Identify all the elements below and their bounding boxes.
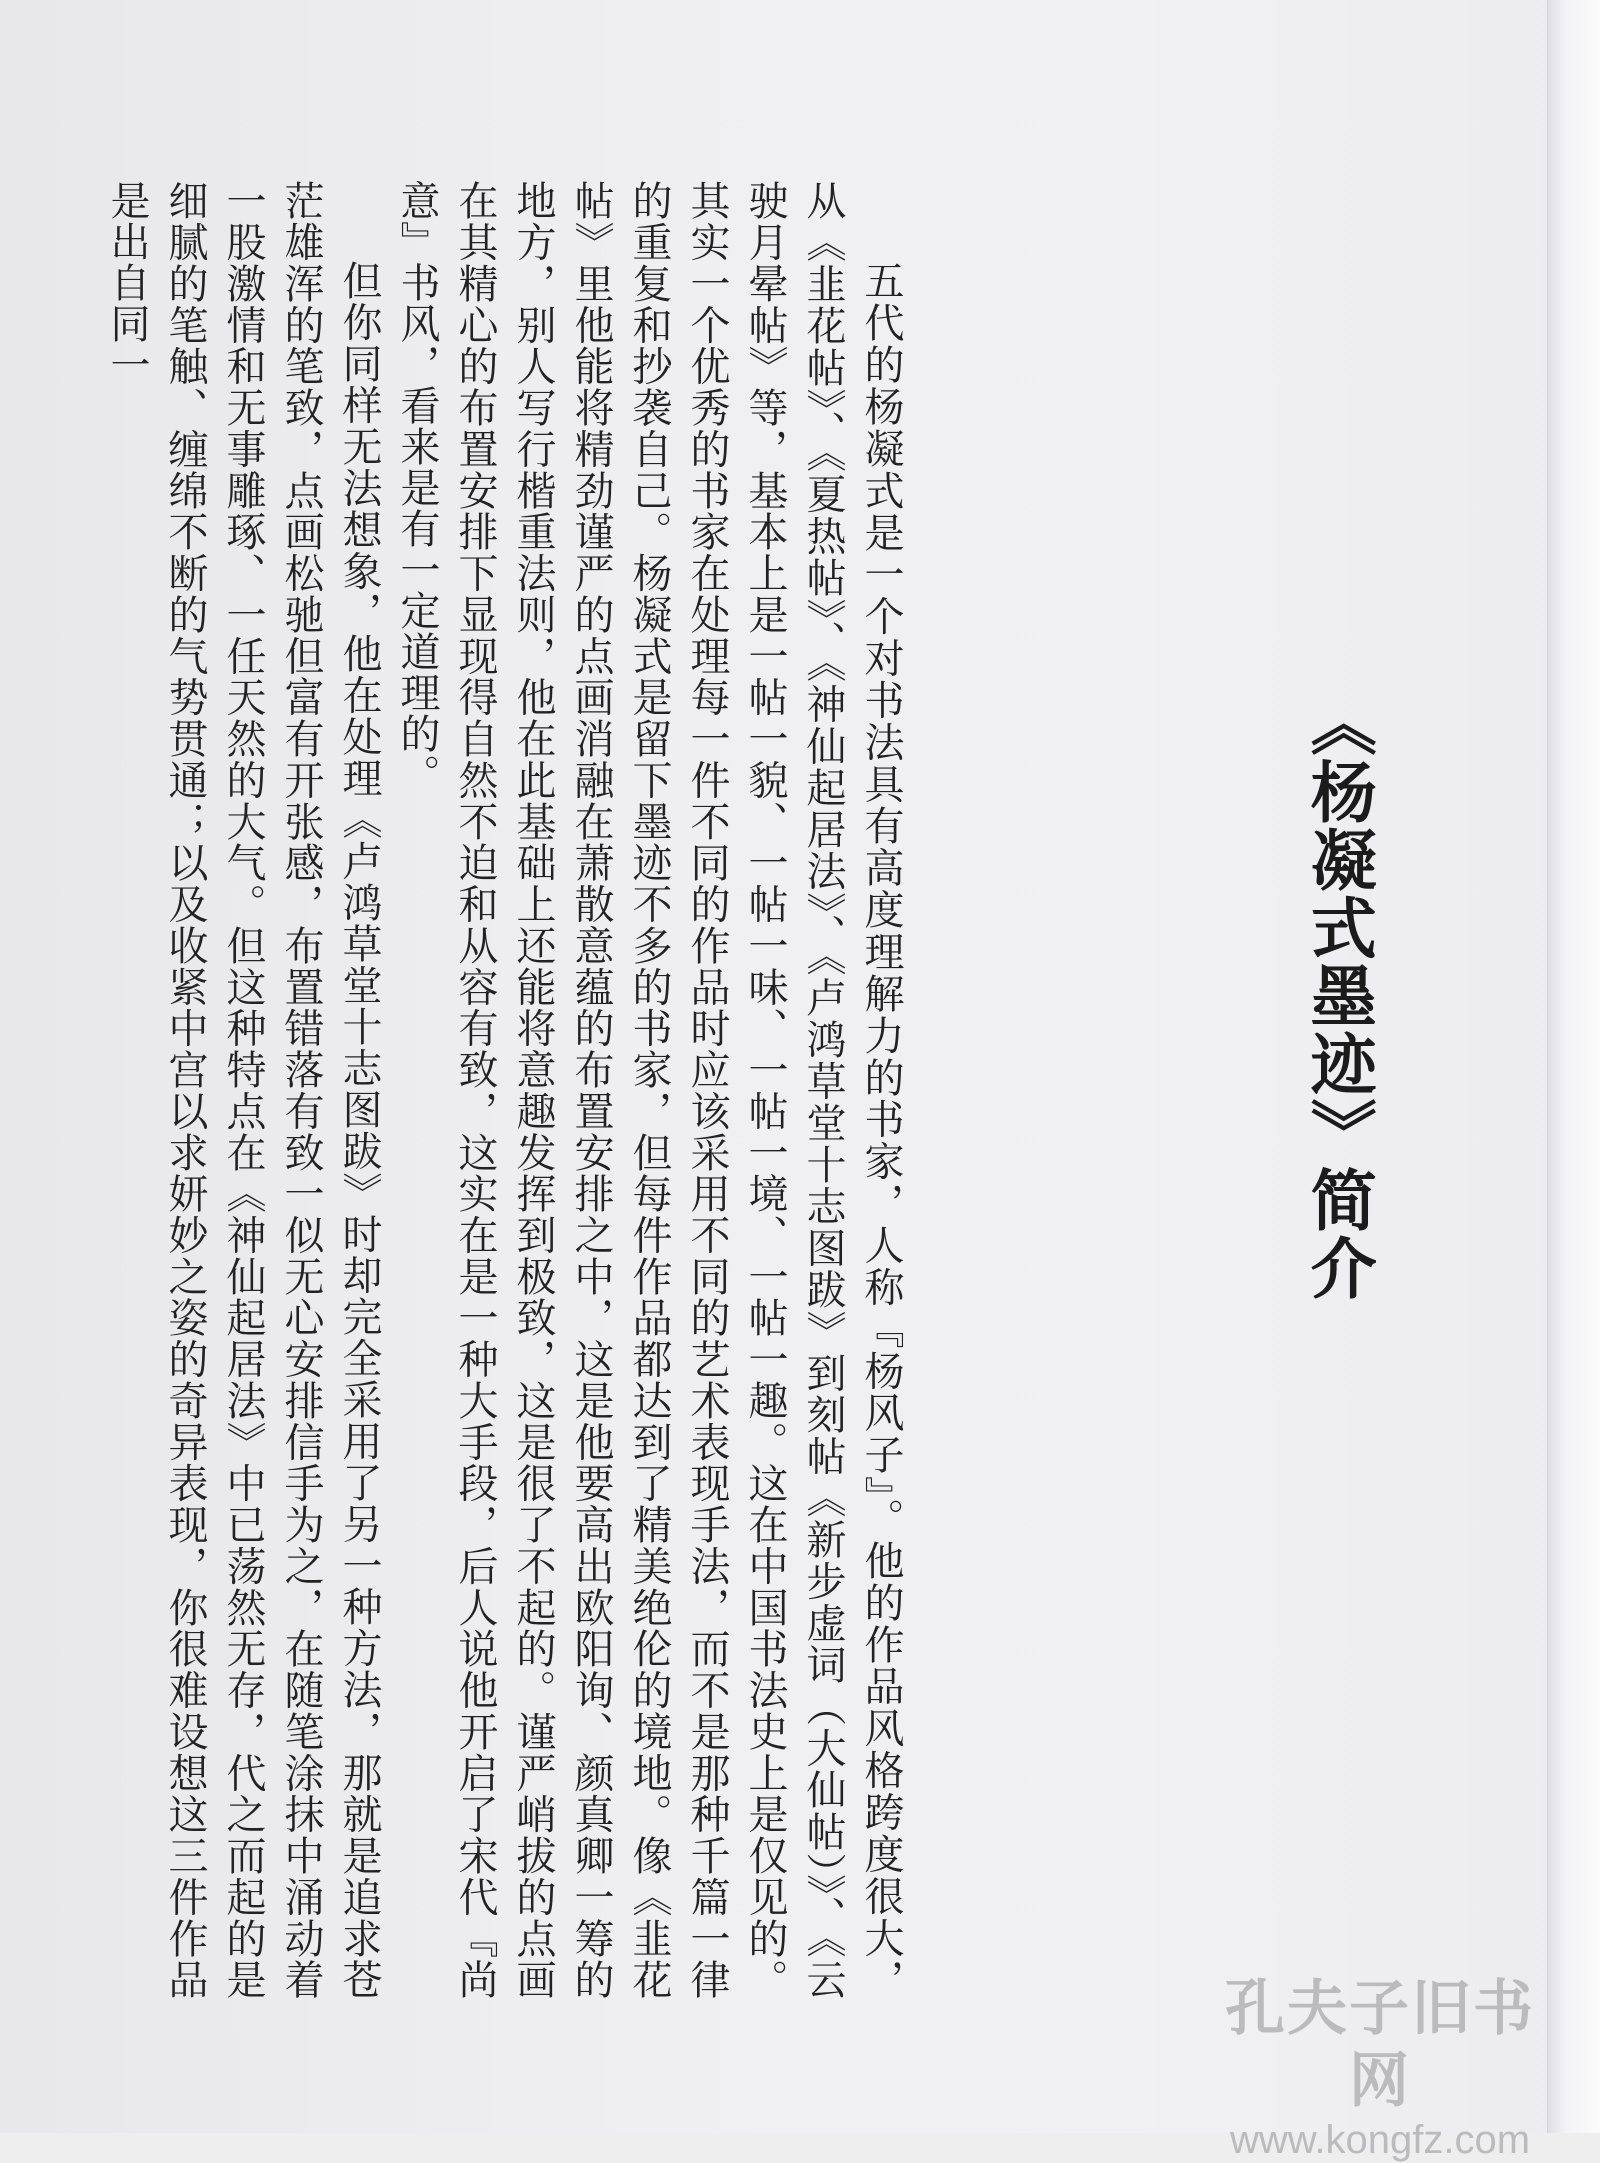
paragraph-1: 五代的杨凝式是一个对书法具有高度理解力的书家，人称『杨风子』。他的作品风格跨度很大，从《韭花帖》、《夏热帖》、《神仙起居法》、《卢鸿草堂十志图跋》到刻帖《新步虚词（大仙帖）》、《云驶月晕帖》等，基本上是一帖一貌、一帖一味、一帖一境、一帖一趣。这在中国书法史上是仅见的。其实一个优秀的书家在处理每一件不同的作品时应该采用不同的艺术表现手法，而不是那种千篇一律的重复和抄袭自己。杨凝式是留下墨迹不多的书家，但每件作品都达到了精美绝伦的境地。像《韭花帖》里他能将精劲谨严的点画消融在萧散意蕴的布置安排之中，这是他要高出欧阳询、颜真卿一筹的地方，别人写行楷重法则，他在此基础上还能将意趣发挥到极致，这是很了不起的。谨严峭拔的点画在其精心的布置安排下显现得自然不迫和从容有致，这实在是一种大手段，后人说他开启了宋代『尚意』书风，看来是有一定道理的。 [394, 180, 904, 2000]
adjacent-page-edge [1547, 0, 1600, 2133]
watermark-url: www.kongfz.com [1229, 2118, 1531, 2162]
article-title: 《杨凝式墨迹》简介 [1299, 690, 1377, 1302]
article-body [98, 180, 910, 2000]
paragraph-2: 但你同样无法想象，他在处理《卢鸿草堂十志图跋》时却完全采用了另一种方法，那就是追求苍茫雄浑的笔致，点画松驰但富有开张感，布置错落有致一似无心安排信手为之，在随笔涂抹中涌动着一股激情和无事雕琢、一任天然的大气。但这种特点在《神仙起居法》中已荡然无存，代之而起的是细腻的笔触、缠绵不断的气势贯通；以及收紧中宫以求妍妙之姿的奇异表现，你很难设想这三件作品是出自同一 [104, 180, 382, 2000]
watermark-logo-text: 孔夫子旧书网 [1225, 1974, 1535, 2116]
watermark [1200, 1973, 1560, 2163]
